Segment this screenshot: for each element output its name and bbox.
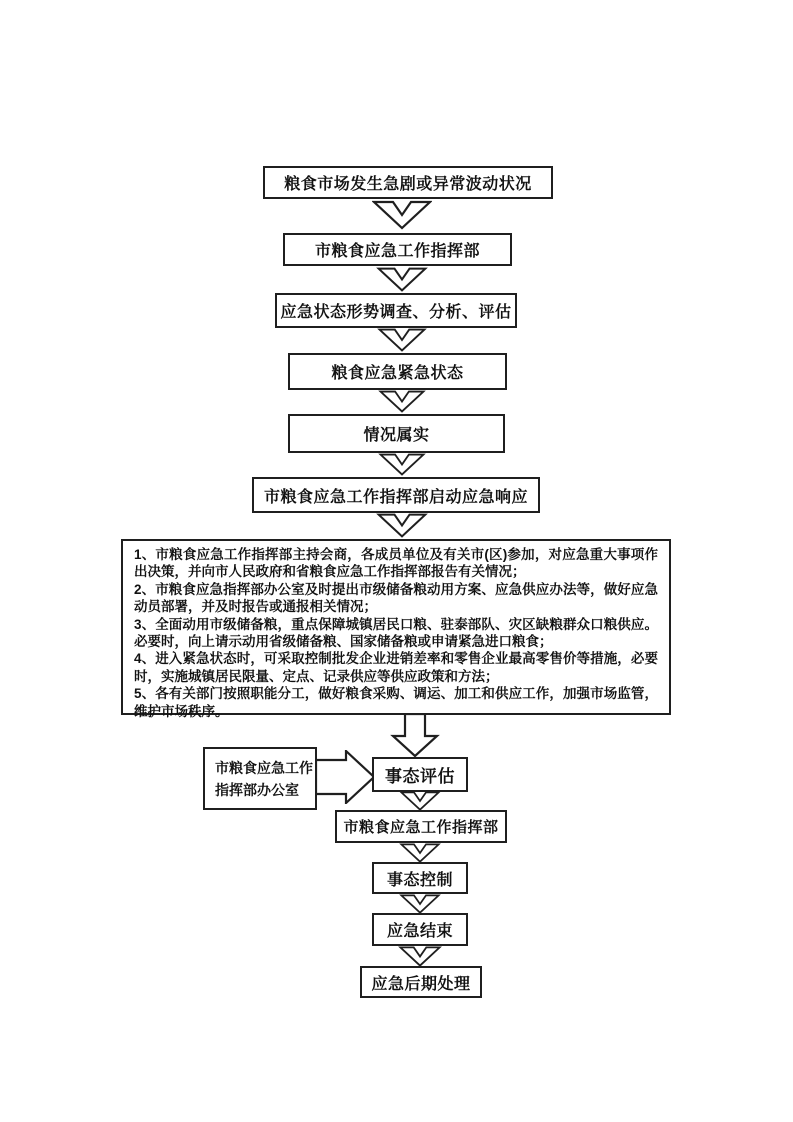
down-chevron-arrow-icon — [372, 199, 432, 231]
flow-node-command-center-2: 市粮食应急工作指挥部 — [335, 810, 507, 843]
response-measures-box — [121, 539, 671, 719]
measure-item-5: 5、各有关部门按照职能分工，做好粮食采购、调运、加工和供应工作，加强市场监管，维护市场秩序。 — [134, 686, 658, 719]
down-chevron-arrow-icon — [373, 328, 431, 352]
flow-node-emergency-state: 粮食应急紧急状态 — [288, 353, 507, 390]
measure-item-2: 2、市粮食应急指挥部办公室及时提出市级储备粮动用方案、应急供应办法等，做好应急动员部署，并及时报告或通报相关情况； — [134, 581, 658, 615]
flow-node-situation-confirmed: 情况属实 — [288, 414, 505, 453]
down-chevron-arrow-icon — [395, 791, 445, 811]
down-chevron-arrow-icon — [373, 390, 431, 413]
down-chevron-arrow-icon — [373, 453, 431, 476]
down-chevron-arrow-icon — [395, 843, 445, 863]
flow-node-market-fluctuation: 粮食市场发生急剧或异常波动状况 — [263, 166, 553, 199]
flow-node-emergency-end: 应急结束 — [372, 913, 468, 946]
down-chevron-arrow-icon — [395, 894, 445, 914]
block-down-arrow-icon — [390, 713, 440, 758]
flow-node-investigation-analysis: 应急状态形势调查、分析、评估 — [275, 293, 517, 328]
command-office-box — [203, 747, 317, 810]
flow-node-post-emergency-handling: 应急后期处理 — [360, 966, 482, 998]
block-right-arrow-icon — [315, 750, 375, 804]
flow-node-command-center: 市粮食应急工作指挥部 — [283, 233, 512, 266]
down-chevron-arrow-icon — [373, 513, 431, 538]
flow-node-start-response: 市粮食应急工作指挥部启动应急响应 — [252, 477, 540, 513]
measure-item-4: 4、进入紧急状态时，可采取控制批发企业进销差率和零售企业最高零售价等措施，必要时，实施城镇居民限量、定点、记录供应等供应政策和方法； — [134, 651, 658, 684]
command-office-line1: 市粮食应急工作 — [215, 760, 313, 776]
measure-item-1: 1、市粮食应急工作指挥部主持会商，各成员单位及有关市(区)参加，对应急重大事项作出决策，并向市人民政府和省粮食应急工作指挥部报告有关情况； — [134, 547, 658, 580]
measure-item-3: 3、全面动用市级储备粮，重点保障城镇居民口粮、驻泰部队、灾区缺粮群众口粮供应。必要时，向上请示动用省级储备粮、国家储备粮或申请紧急进口粮食； — [134, 616, 658, 650]
flow-node-situation-assessment: 事态评估 — [372, 757, 468, 792]
command-office-line2: 指挥部办公室 — [215, 782, 299, 798]
down-chevron-arrow-icon — [395, 946, 445, 967]
flow-node-situation-control: 事态控制 — [372, 862, 468, 894]
down-chevron-arrow-icon — [373, 267, 431, 292]
